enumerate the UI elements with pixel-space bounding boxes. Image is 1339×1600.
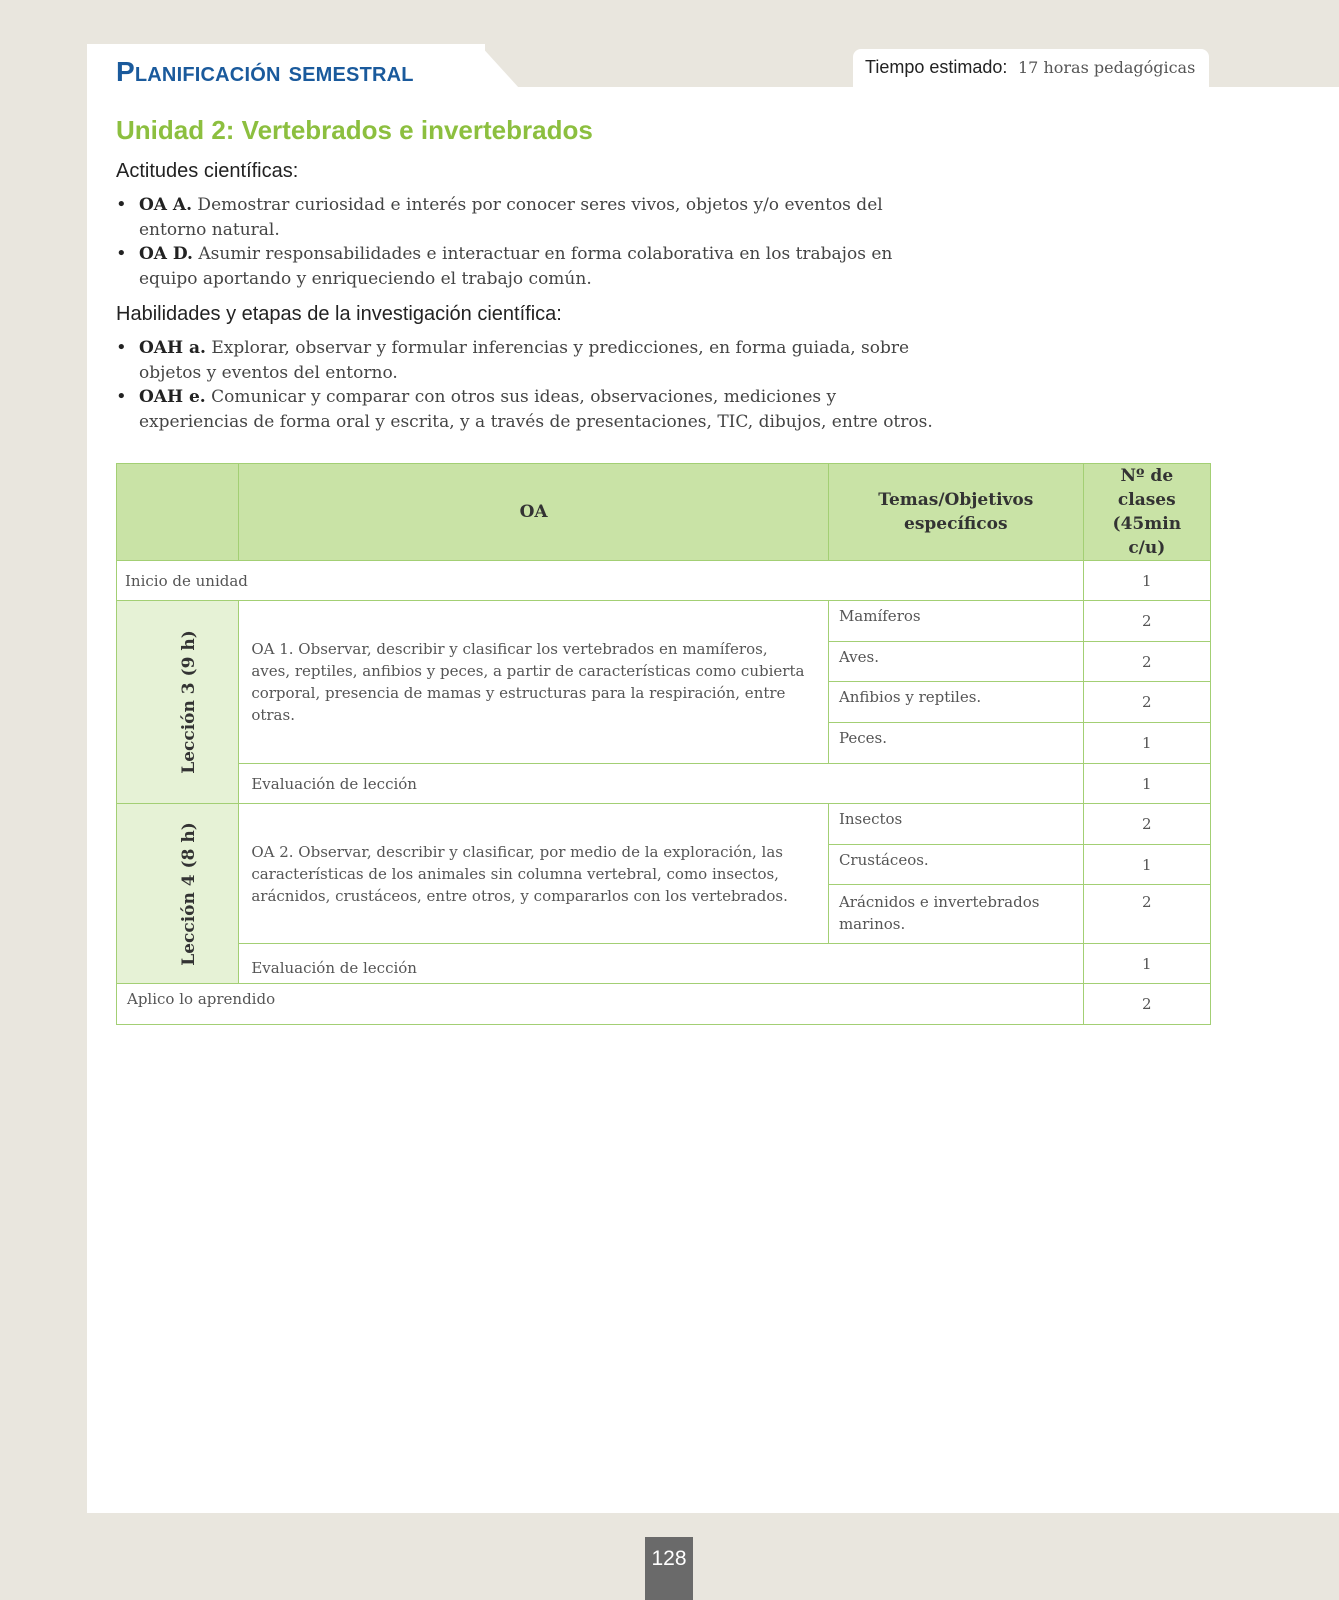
list-item [116, 242, 936, 291]
classes-cell: 1 [1083, 723, 1210, 764]
topic-cell: Peces. [828, 723, 1083, 764]
item-code: OA A. [139, 195, 193, 215]
time-value: 17 horas pedagógicas [1018, 58, 1196, 77]
classes-cell: 2 [1083, 682, 1210, 723]
header-oa: OA [239, 464, 829, 561]
time-label: Tiempo estimado: [865, 57, 1008, 77]
table-row [117, 764, 1211, 804]
classes-cell: 1 [1083, 845, 1210, 885]
lesson-3-evaluation: Evaluación de lección [239, 764, 1083, 804]
header-topics: Temas/Objetivos específicos [828, 464, 1083, 561]
topic-cell: Insectos [828, 804, 1083, 845]
lesson-3-oa: OA 1. Observar, describir y clasificar los vertebrados en mamíferos, aves, reptiles, anfibios y peces, a partir de características como cubierta corporal, presencia de mamas y estructuras para la respiración, entre otras. [239, 601, 829, 764]
table-row [117, 804, 1211, 845]
table-row [117, 561, 1211, 601]
classes-cell: 2 [1083, 601, 1210, 642]
attitudes-list [116, 193, 936, 291]
planning-table [116, 463, 1211, 1025]
list-item [116, 336, 936, 385]
topic-cell: Crustáceos. [828, 845, 1083, 885]
page-number: 128 [645, 1537, 693, 1600]
header-classes: Nº de clases (45min c/u) [1083, 464, 1210, 561]
page-title: Planificación semestral [116, 56, 414, 87]
unit-title: Unidad 2: Vertebrados e invertebrados [116, 115, 593, 145]
lesson-4-label: Lección 4 (8 h) [178, 821, 199, 966]
classes-cell: 1 [1083, 944, 1210, 984]
table-row [117, 601, 1211, 642]
topic-cell: Mamíferos [828, 601, 1083, 642]
classes-cell: 2 [1083, 804, 1210, 845]
item-code: OA D. [139, 244, 193, 264]
lesson-4-evaluation: Evaluación de lección [239, 944, 1083, 984]
end-label: Aplico lo aprendido [117, 984, 1084, 1025]
classes-cell: 2 [1083, 885, 1210, 944]
topic-cell: Anfibios y reptiles. [828, 682, 1083, 723]
end-classes: 2 [1083, 984, 1210, 1025]
classes-cell: 2 [1083, 642, 1210, 682]
attitudes-heading: Actitudes científicas: [116, 160, 299, 182]
topic-cell: Aves. [828, 642, 1083, 682]
header-empty-cell [117, 464, 239, 561]
skills-heading: Habilidades y etapas de la investigación científica: [116, 303, 562, 325]
lesson-3-cell [117, 601, 239, 804]
item-code: OAH e. [139, 387, 206, 407]
start-classes: 1 [1083, 561, 1210, 601]
list-item [116, 193, 936, 242]
table-row [117, 984, 1211, 1025]
item-text: Comunicar y comparar con otros sus ideas, observaciones, mediciones y experiencias de forma oral y escrita, y a través de presentaciones, TIC, dibujos, entre otros. [139, 387, 933, 432]
table-header-row [117, 464, 1211, 561]
item-text: Demostrar curiosidad e interés por conocer seres vivos, objetos y/o eventos del entorno natural. [139, 195, 883, 240]
topic-cell: Arácnidos e invertebrados marinos. [828, 885, 1083, 944]
table-row [117, 944, 1211, 984]
lesson-4-oa: OA 2. Observar, describir y clasificar, por medio de la exploración, las características de los animales sin columna vertebral, como insectos, arácnidos, crustáceos, entre otros, y compararlos con los vertebrados. [239, 804, 829, 944]
item-text: Asumir responsabilidades e interactuar en forma colaborativa en los trabajos en equipo aportando y enriqueciendo el trabajo común. [139, 244, 893, 289]
lesson-3-label: Lección 3 (9 h) [178, 630, 199, 774]
list-item [116, 385, 936, 434]
item-text: Explorar, observar y formular inferencias y predicciones, en forma guiada, sobre objetos y eventos del entorno. [139, 338, 910, 383]
title-tab-corner [479, 44, 519, 88]
lesson-4-cell [117, 804, 239, 984]
skills-list [116, 336, 936, 434]
start-label: Inicio de unidad [117, 561, 1084, 601]
classes-cell: 1 [1083, 764, 1210, 804]
item-code: OAH a. [139, 338, 206, 358]
